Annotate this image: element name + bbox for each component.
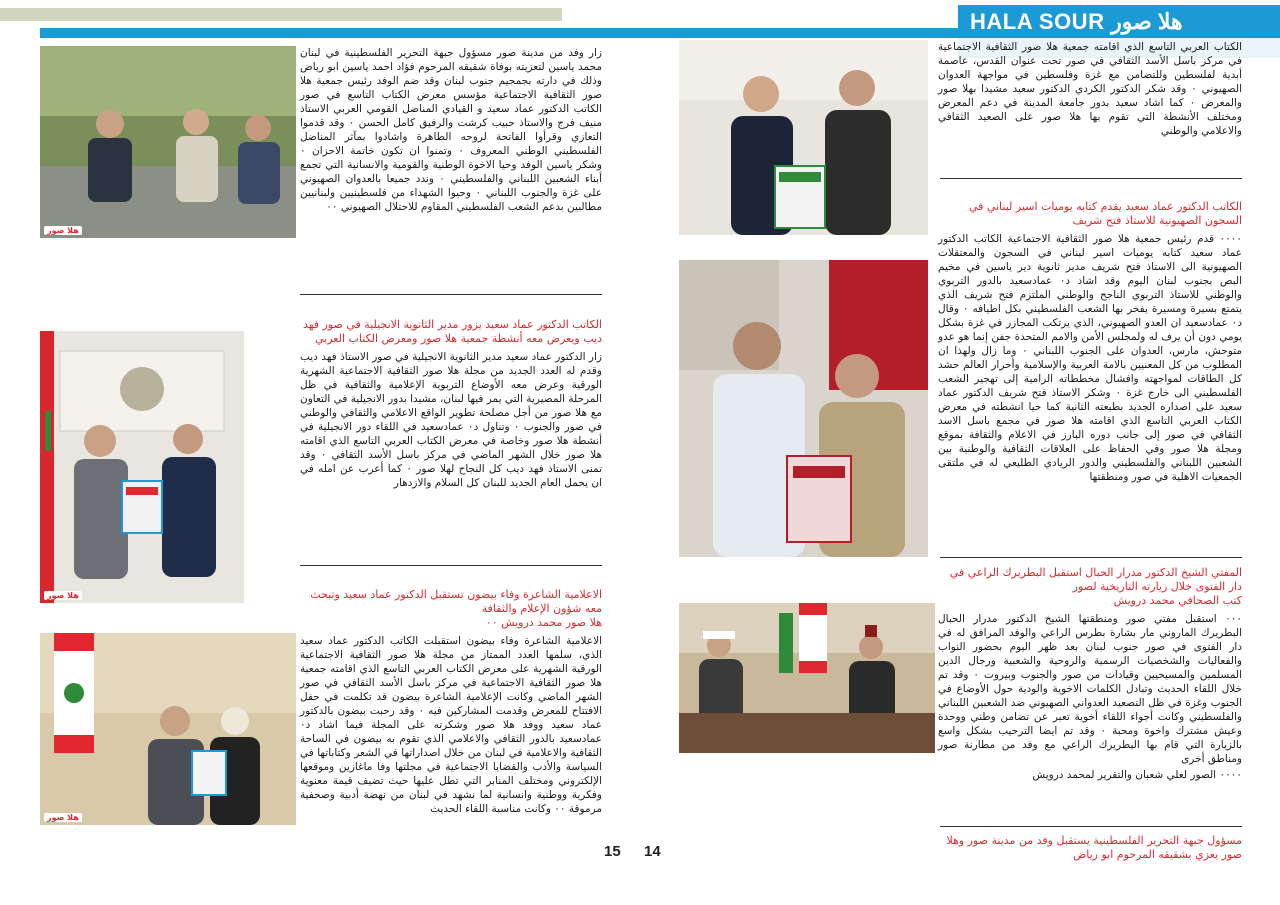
right-intro	[938, 40, 1242, 170]
right-article4	[938, 834, 1242, 874]
right-article4-title: مسؤول جبهة التحرير الفلسطينية يستقبل وفد من مدينة صور وهلا صور يعزي بشقيقه المرحوم ابو رياض	[946, 834, 1242, 861]
left-article2-body	[300, 350, 602, 490]
photo-media-visit-image	[40, 633, 296, 825]
right-divider-2	[940, 557, 1242, 558]
right-divider-1	[940, 178, 1242, 179]
top-grey-bar	[0, 8, 562, 21]
photo-school-visit-image	[40, 331, 244, 603]
page-number-right: 14	[644, 843, 661, 860]
right-article3-title: المفتي الشيخ الدكتور مدرار الحبال استقبل البطريرك الراعي في دار الفتوى خلال زيارته التاريخية لصور	[949, 566, 1242, 593]
photo-condolence-visit	[40, 46, 296, 238]
right-article2	[938, 200, 1242, 550]
left-article3-body	[300, 634, 602, 816]
photo-watermark: هلا صور	[44, 813, 82, 822]
left-article1-text: زار وفد من مدينة صور مسؤول جبهة التحرير الفلسطينية في لبنان محمد ياسين لتعزيته بوفاة شقيقه المرحوم فؤاد احمد ياسين ابو رياض وذلك في دارته بجمجيم جنوب لبنان وقد ضم الوفد رئيس جمعية هلا صور الثقافية الاجتماعية مؤسس معرض الكتاب التاسع في صور الكاتب الدكتور عماد سعيد و القيادي المناضل القومي العربي الاستاذ منيف فرج والاستاذ حبيب كرشت والرفيق كامل الحسن ٠ وقد قدموا التعازي وقرأوا الفاتحة لروحه الطاهرة واشادوا بمآثر المناضل الفلسطيني الوطني المعروف ٠ وتمنوا ان تكون خاتمة الاحزان ٠ وشكر ياسين الوفد وحيا الاخوة الوطنية والقومية والانسانية التي تجمع أبناء الشعبين اللبناني والفلسطيني ٠ وندد جميعا بالعدوان الصهيوني على غزة والجنوب اللبناني ٠ وحيوا الشهداء من فلسطينيين ولبنانيين مطالبين بدعم الشعب الفلسطيني المقاوم للاحتلال الصهيوني ٠٠	[300, 47, 602, 213]
left-article3-byline: هلا صور محمد درويش ٠٠	[485, 616, 602, 629]
photo-patriarch-visit	[679, 603, 935, 753]
photo-fair-visit	[679, 40, 928, 235]
left-article2-title: الكاتب الدكتور عماد سعيد يزور مدير الثانوية الانجيلية في صور فهد ديب ويعرض معه أنشطة جمعية هلا صور ومعرض الكتاب العربي	[302, 318, 602, 345]
right-article3	[938, 566, 1242, 826]
right-article3-text: ٠٠٠ استقبل مفتي صور ومنطقتها الشيخ الدكتور مدرار الحبال البطريرك الماروني مار بشارة بطرس الراعي والوفد المرافق له في دار الفتوى في صور جنوب لبنان بعد ظهر اليوم بحضور النواب والفعاليات والشخصيات الرسمية والروحية والشعبية ورجال الدين المسلمين والمسيحيين وقيادات من صور والجنوب وبيروت ٠ وقد تم خلال اللقاء الحديث وتبادل الكلمات الاخوية والودية حول الأوضاع في الجنوب وغزة في ظل التصعيد العدواني الصهيوني ضد الشعبين اللبناني والفلسطيني وكانت أجواء اللقاء أخوية تعبر عن تضامن وطني ووحدة وعيش مشترك واخوة ومحبة ٠ وقد تم ايضا الترحيب بشكل واسع بالزيارة التي قام بها البطريرك الراعي مع وفد من مطارنة صور ومناطق أخرى	[938, 613, 1243, 765]
left-article3	[300, 588, 602, 866]
photo-book-gift	[679, 260, 928, 557]
top-blue-bar	[40, 28, 958, 38]
right-intro-text: الكتاب العربي التاسع الذي اقامته جمعية هلا صور الثقافية الاجتماعية في مركز باسل الأسد الثقافي في صور تحت عنوان القدس، عاصمة أبدية لفلسطين وللتضامن مع غزة وفلسطين في مواجهة العدوان الصهيوني ٠ وقد شكر الدكتور الكردي الدكتور سعيد مشيدا بهلا صور والمعرض ٠ كما اشاد سعيد بدور جامعة المدينة في دعم المعرض ومختلف الأنشطة التي تقوم بها هلا صور على الصعيد الثقافي والاعلامي والوطني	[938, 41, 1242, 137]
left-article3-title: الاعلامية الشاعرة وفاء بيضون تستقبل الدكتور عماد سعيد وتبحث معه شؤون الإعلام والثقافة	[310, 588, 602, 615]
photo-media-visit	[40, 633, 296, 825]
photo-school-visit	[40, 331, 244, 603]
left-article2-text: زار الدكتور عماد سعيد مدير الثانوية الانجيلية في صور الاستاذ فهد ديب وقدم له العدد الجديد من مجلة هلا صور الثقافية الاجتماعية الشهرية الورقية وعرض معه الأوضاع التربوية الإعلامية والثقافية في ظل المرحلة المصيرية التي يمر فيها لبنان، مشيدا بدور الانجيلية في التعاون مع هلا صور من أجل مصلحة تطوير الواقع الاعلامي والثقافي والوطني في صور والجنوب ٠ وتناول د٠ عمادسعيد في اللقاء دور الانجيلية في أنشطة هلا صور وخاصة في معرض الكتاب العربي التاسع الذي اقامته هلا صور خلال الشهر الماضي في مركز باسل الأسد الثقافي ٠ وقد تمنى الاستاذ فهد ديب كل النجاح لهلا صور ٠ كما أعرب عن امله في ان يحمل العام الجديد للبنان كل السلام والازدهار	[300, 351, 602, 489]
photo-watermark: هلا صور	[44, 591, 82, 600]
photo-fair-visit-image	[679, 40, 928, 235]
right-article2-body	[938, 232, 1242, 484]
page-number-left: 15	[604, 843, 621, 860]
right-article3-body	[938, 612, 1242, 782]
photo-watermark: هلا صور	[44, 226, 82, 235]
photo-book-gift-image	[679, 260, 928, 557]
masthead-title: HALA SOUR هلا صور	[958, 5, 1280, 38]
right-article3-byline: كتب الصحافي محمد درويش	[1113, 594, 1242, 607]
right-divider-3	[940, 826, 1242, 827]
left-divider-2	[300, 565, 602, 566]
right-article2-title: الكاتب الدكتور عماد سعيد يقدم كتابه يوميات اسير لبناني في السجون الصهيونية للاستاذ فتح شريف	[968, 200, 1242, 227]
left-article3-text: الاعلامية الشاعرة وفاء بيضون استقبلت الكاتب الدكتور عماد سعيد الذي، سلمها العدد الممتاز من مجلة هلا صور الثقافية الاجتماعية الورقية الشهرية على معرض الكتاب العربي التاسع الذي اقامته جمعية هلا صور الثقافية الاجتماعية في مركز باسل الأسد الثقافي في صور الشهر الماضي وكانت الإعلامية الشاعرة بيضون قد تكلمت في حفل الافتتاح للمعرض وقدمت المشاركين فيه ٠ وقد رحبت بيضون بالدكتور عماد سعيد ووفد هلا صور وشكرته على المجلة فيما اشاد د٠ عمادسعيد بالدور الثقافي والاعلامي الذي تقوم به بيضون في الساحة الثقافية والاعلامية في لبنان من خلال اصداراتها في الشعر وكتاباتها في السياسة والأدب والقضايا الاجتماعية في مجلتها وفا ماغازين وموقعها الإلكتروني ومختلف المنابر التي تطل عليها حيث تضيف قيمة معنوية وفكرية ووطنية وانسانية لما نشهد في لبنان من نهضة أدبية وصحفية مرموقة ٠٠ وكانت مناسبة اللقاء الحديث	[300, 635, 603, 815]
photo-patriarch-visit-image	[679, 603, 935, 753]
left-divider-1	[300, 294, 602, 295]
right-article3-credit: ٠٠٠٠ الصور لعلي شعبان والتقرير لمحمد درويش	[1032, 769, 1242, 781]
right-article2-text: ٠٠٠٠ قدم رئيس جمعية هلا صور الثقافية الاجتماعية الكاتب الدكتور عماد سعيد كتابه يوميات اسير لبناني في السجون والمعتقلات الصهيونية الى الاستاذ فتح شريف مدير ثانوية دير ياسين في مخيم البص بجنوب لبنان اليوم وقد اشاد د٠ عمادسعيد بالدور التربوي والوطني للاستاذ التربوي الناجح والوطني الملتزم فتح شريف الذي يتمتع بسيرة ومسيرة يفخر بها الشعب الفلسطيني بكل اطيافه ٠ وقال د٠ عمادسعيد ان العدو الصهيوني، الذي يرتكب المجازر في غزة بشكل يومي دون أن يرف له ولمجلس الأمن والامم المتحدة جفن إنما هو عدو متوحش، مارس، العدوان على الجنوب اللبناني ٠ وما زال ولهذا ان المطلوب من كل المعنيين بالامة العربية والإسلامية وأحرار العالم حشد كل الطاقات لمواجهته وافشال مخططاته الرامية إلى تهجير الشعب الفلسطيني الى خارج غزة ٠ وشكر الاستاذ فتح شريف الدكتور عماد سعيد على اصداره الجديد بطبعته الثانية كما حيا انشطته في معرض الكتاب العربي التاسع الذي اقامته هلا صور في مجمع باسل الاسد الثقافي في صور إلى جانب دوره البارز في الاعلام والثقافة بموقع ومجلة هلا صور وفي الحفاظ على العلاقات الثقافية والوطنية بين الشعبين اللبناني والفلسطيني والدور الريادي الطليعي له في ملتقى الجمعيات الاهلية في صور ومنطقتها	[938, 233, 1243, 483]
photo-condolence-visit-image	[40, 46, 296, 238]
left-article1-body	[300, 46, 602, 286]
left-article2	[300, 318, 602, 560]
